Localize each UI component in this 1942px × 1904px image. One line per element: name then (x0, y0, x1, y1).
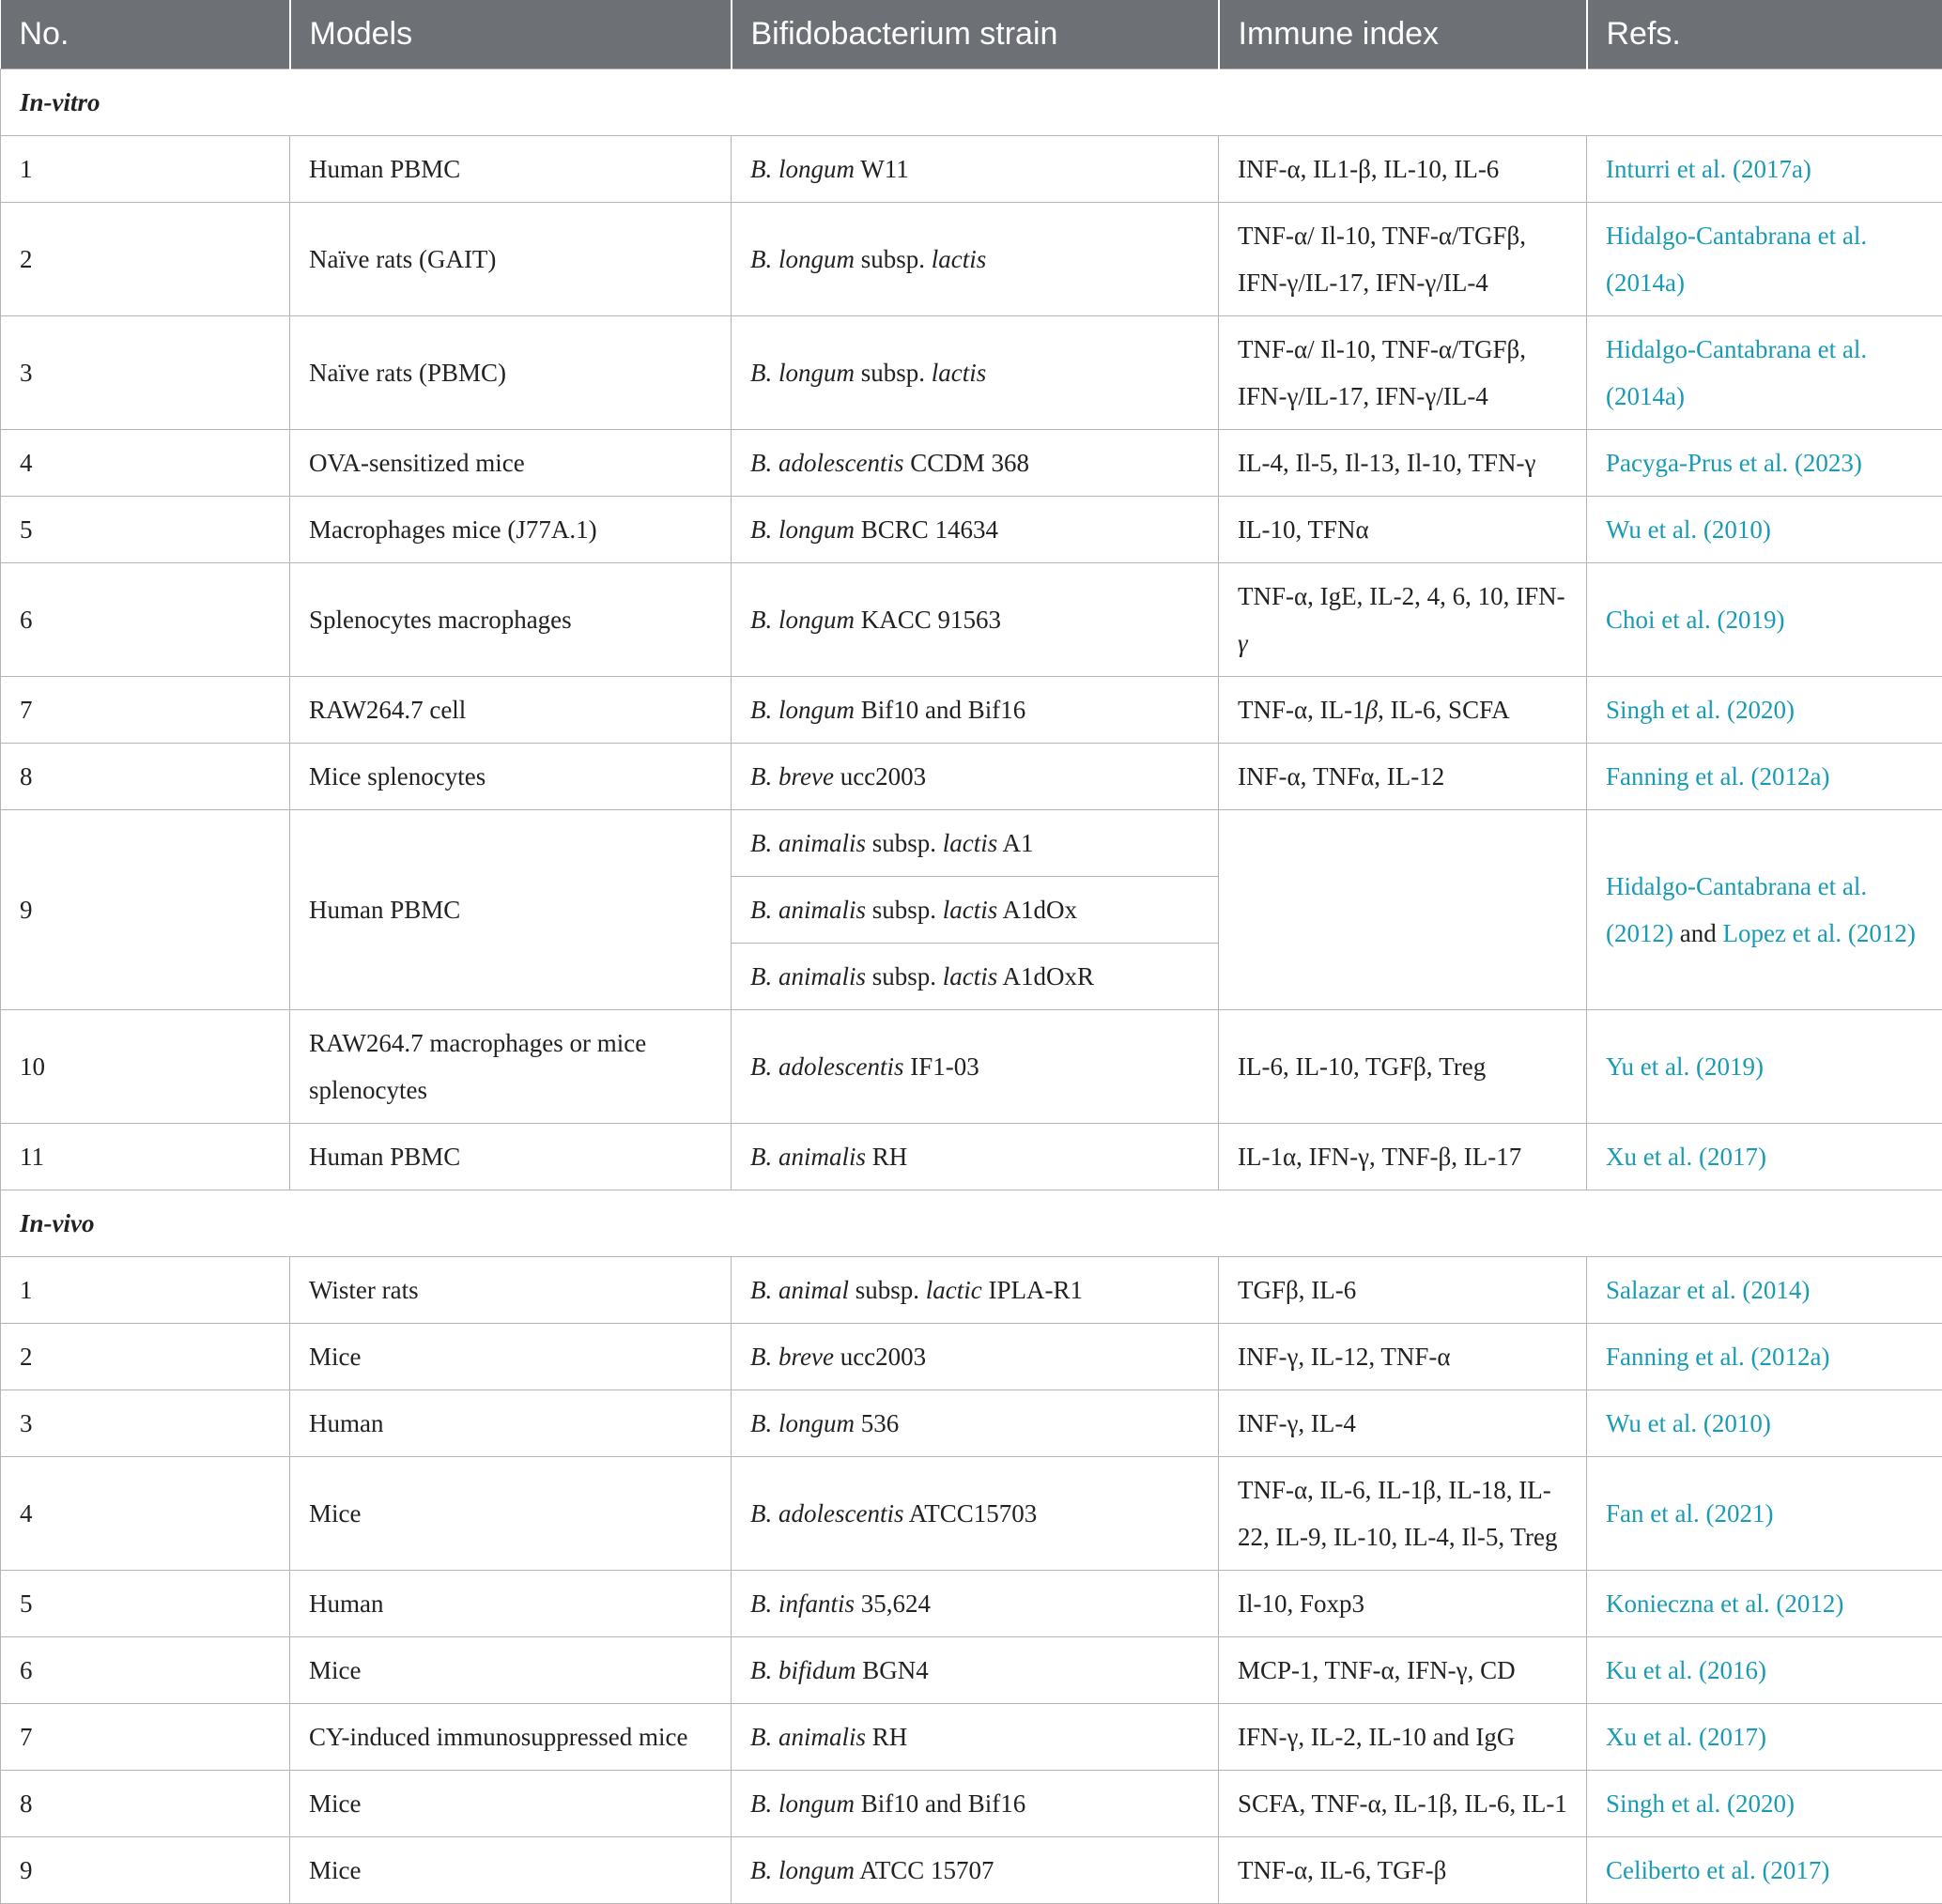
row-no: 11 (1, 1124, 290, 1190)
row-no: 1 (1, 136, 290, 203)
row-no: 10 (1, 1010, 290, 1124)
table-row (1, 1837, 1942, 1904)
header-row (1, 0, 1942, 69)
row-ref-link[interactable]: Konieczna et al. (2012) (1587, 1571, 1942, 1637)
row-immune-index: IL-10, TFNα (1219, 497, 1587, 563)
row-strain (732, 1324, 1219, 1390)
row-ref-link[interactable]: Yu et al. (2019) (1587, 1010, 1942, 1124)
row-model: Mice (290, 1457, 732, 1571)
row-immune-index: IL-4, Il-5, Il-13, Il-10, TFN-γ (1219, 430, 1587, 497)
row-no: 8 (1, 1771, 290, 1837)
strain-subsp: subsp. (866, 829, 943, 857)
table-row (1, 316, 1942, 430)
row-no: 4 (1, 1457, 290, 1571)
row-strain (732, 1390, 1219, 1457)
header-models: Models (290, 0, 732, 69)
row-no: 6 (1, 563, 290, 677)
table-row (1, 1571, 1942, 1637)
row-immune-index: TNF-α/ Il-10, TNF-α/TGFβ, IFN-γ/IL-17, IFN-γ/IL-4 (1219, 316, 1587, 430)
table-row (1, 430, 1942, 497)
section-label-in-vivo: In-vivo (1, 1190, 1942, 1257)
row-strain (732, 1771, 1219, 1837)
row-strain (732, 203, 1219, 316)
row-ref-link[interactable]: Choi et al. (2019) (1587, 563, 1942, 677)
strain-subspecies: lactis (943, 896, 998, 924)
row-ref-link[interactable]: Xu et al. (2017) (1587, 1124, 1942, 1190)
row-no: 7 (1, 677, 290, 744)
table-row (1, 1771, 1942, 1837)
strain-species: B. longum (750, 606, 855, 634)
row-ref-link[interactable]: Inturri et al. (2017a) (1587, 136, 1942, 203)
strain-species: B. adolescentis (750, 1499, 903, 1528)
strain-designation: RH (866, 1143, 907, 1171)
strain-designation: 536 (855, 1409, 899, 1437)
table-row (1, 1457, 1942, 1571)
strain-species: B. animal (750, 1276, 849, 1304)
row-ref-link[interactable]: Singh et al. (2020) (1587, 1771, 1942, 1837)
table-row (1, 744, 1942, 810)
row-immune-index: IL-1α, IFN-γ, TNF-β, IL-17 (1219, 1124, 1587, 1190)
row-strain (732, 497, 1219, 563)
ref-link-hidalgo[interactable]: Hidalgo-Cantabrana et al. (2012) (1606, 872, 1867, 947)
row-ref-links (1587, 810, 1942, 1010)
strain-designation: A1dOx (997, 896, 1077, 924)
row-strain (732, 316, 1219, 430)
row-model: Mice (290, 1324, 732, 1390)
row-ref-link[interactable]: Celiberto et al. (2017) (1587, 1837, 1942, 1904)
section-row-in-vitro (1, 69, 1942, 136)
row-strain (732, 430, 1219, 497)
row-model: Wister rats (290, 1257, 732, 1324)
row-model: Human PBMC (290, 1124, 732, 1190)
immune-index-greek: γ (1238, 629, 1248, 657)
row-ref-link[interactable]: Hidalgo-Cantabrana et al. (2014a) (1587, 316, 1942, 430)
row-model: Human PBMC (290, 810, 732, 1010)
strain-subspecies: lactic (926, 1276, 982, 1304)
row-model: Human (290, 1390, 732, 1457)
strain-designation: A1dOxR (997, 962, 1094, 990)
strain-species: B. animalis (750, 896, 866, 924)
strain-species: B. longum (750, 696, 855, 724)
strain-species: B. animalis (750, 962, 866, 990)
strain-designation: IF1-03 (903, 1052, 979, 1081)
row-model: RAW264.7 macrophages or mice splenocytes (290, 1010, 732, 1124)
strain-species: B. longum (750, 1856, 855, 1884)
row-immune-index: TGFβ, IL-6 (1219, 1257, 1587, 1324)
row-strain (732, 1571, 1219, 1637)
row-no: 5 (1, 1571, 290, 1637)
row-model: Mice (290, 1837, 732, 1904)
row-no: 4 (1, 430, 290, 497)
strain-designation: RH (866, 1723, 907, 1751)
strain-species: B. breve (750, 1343, 834, 1371)
row-immune-index: IFN-γ, IL-2, IL-10 and IgG (1219, 1704, 1587, 1771)
row-immune-index: INF-α, IL1-β, IL-10, IL-6 (1219, 136, 1587, 203)
row-no: 3 (1, 1390, 290, 1457)
row-immune-index: MCP-1, TNF-α, IFN-γ, CD (1219, 1637, 1587, 1704)
strain-designation: A1 (997, 829, 1033, 857)
row-strain (732, 1837, 1219, 1904)
row-immune-index (1219, 810, 1587, 1010)
row-ref-link[interactable]: Pacyga-Prus et al. (2023) (1587, 430, 1942, 497)
strain-subsp: subsp. (855, 245, 932, 273)
strain-species: B. adolescentis (750, 1052, 903, 1081)
strain-designation: ATCC15703 (903, 1499, 1037, 1528)
row-immune-index: IL-6, IL-10, TGFβ, Treg (1219, 1010, 1587, 1124)
strain-species: B. bifidum (750, 1656, 856, 1684)
strain-species: B. longum (750, 1789, 855, 1818)
row-strain (732, 877, 1219, 944)
row-no: 9 (1, 1837, 290, 1904)
strain-subspecies: lactis (932, 359, 987, 387)
strain-subspecies: lactis (932, 245, 987, 273)
row-immune-index (1219, 563, 1587, 677)
strain-species: B. longum (750, 245, 855, 273)
row-model: Mice (290, 1771, 732, 1837)
row-ref-link[interactable]: Wu et al. (2010) (1587, 497, 1942, 563)
row-model: Splenocytes macrophages (290, 563, 732, 677)
strain-subsp: subsp. (866, 962, 943, 990)
row-immune-index: INF-α, TNFα, IL-12 (1219, 744, 1587, 810)
row-ref-link[interactable]: Hidalgo-Cantabrana et al. (2014a) (1587, 203, 1942, 316)
section-label-in-vitro: In-vitro (1, 69, 1942, 136)
table-row (1, 1324, 1942, 1390)
row-no: 9 (1, 810, 290, 1010)
table-row (1, 1010, 1942, 1124)
row-no: 2 (1, 203, 290, 316)
row-model: OVA-sensitized mice (290, 430, 732, 497)
table-row (1, 1390, 1942, 1457)
row-immune-index (1219, 677, 1587, 744)
strain-designation: KACC 91563 (855, 606, 1001, 634)
row-immune-index: INF-γ, IL-12, TNF-α (1219, 1324, 1587, 1390)
strain-species: B. longum (750, 515, 855, 544)
table-row (1, 1704, 1942, 1771)
row-ref-link[interactable]: Fanning et al. (2012a) (1587, 1324, 1942, 1390)
table-row (1, 1257, 1942, 1324)
section-row-in-vivo (1, 1190, 1942, 1257)
row-ref-link[interactable]: Wu et al. (2010) (1587, 1390, 1942, 1457)
strain-subspecies: lactis (943, 962, 998, 990)
row-immune-index: SCFA, TNF-α, IL-1β, IL-6, IL-1 (1219, 1771, 1587, 1837)
strain-species: B. animalis (750, 1723, 866, 1751)
table-row (1, 563, 1942, 677)
strain-designation: BGN4 (856, 1656, 929, 1684)
row-immune-index: TNF-α, IL-6, TGF-β (1219, 1837, 1587, 1904)
row-model: Macrophages mice (J77A.1) (290, 497, 732, 563)
header-strain: Bifidobacterium strain (732, 0, 1219, 69)
row-strain (732, 1637, 1219, 1704)
row-ref-link[interactable]: Xu et al. (2017) (1587, 1704, 1942, 1771)
table-row (1, 203, 1942, 316)
strain-subsp: subsp. (849, 1276, 926, 1304)
row-immune-index: Il-10, Foxp3 (1219, 1571, 1587, 1637)
row-strain (732, 1704, 1219, 1771)
header-refs: Refs. (1587, 0, 1942, 69)
row-no: 6 (1, 1637, 290, 1704)
row-model: Naïve rats (GAIT) (290, 203, 732, 316)
row-strain (732, 944, 1219, 1010)
row-ref-link[interactable]: Singh et al. (2020) (1587, 677, 1942, 744)
row-model: RAW264.7 cell (290, 677, 732, 744)
strain-species: B. animalis (750, 829, 866, 857)
row-strain (732, 563, 1219, 677)
row-no: 1 (1, 1257, 290, 1324)
strain-species: B. adolescentis (750, 449, 903, 477)
table-row (1, 810, 1942, 877)
strain-designation: CCDM 368 (903, 449, 1029, 477)
row-no: 8 (1, 744, 290, 810)
row-no: 7 (1, 1704, 290, 1771)
row-ref-link[interactable]: Salazar et al. (2014) (1587, 1257, 1942, 1324)
immune-index-greek: β (1365, 696, 1378, 724)
strain-species: B. longum (750, 155, 855, 183)
immune-index-text-tail: , IL-6, SCFA (1378, 696, 1510, 724)
strain-subsp: subsp. (866, 896, 943, 924)
ref-conjunction: and (1673, 919, 1722, 947)
row-strain (732, 744, 1219, 810)
strain-designation: W11 (855, 155, 909, 183)
row-model: CY-induced immunosuppressed mice (290, 1704, 732, 1771)
row-ref-link[interactable]: Ku et al. (2016) (1587, 1637, 1942, 1704)
strain-designation: ucc2003 (834, 1343, 926, 1371)
strain-designation: Bif10 and Bif16 (855, 1789, 1025, 1818)
strain-designation: IPLA-R1 (982, 1276, 1083, 1304)
header-immune-index: Immune index (1219, 0, 1587, 69)
strain-species: B. animalis (750, 1143, 866, 1171)
strain-species: B. longum (750, 1409, 855, 1437)
strain-species: B. breve (750, 762, 834, 791)
row-ref-link[interactable]: Fan et al. (2021) (1587, 1457, 1942, 1571)
strain-designation: ucc2003 (834, 762, 926, 791)
row-model: Human PBMC (290, 136, 732, 203)
table-row (1, 1124, 1942, 1190)
row-ref-link[interactable]: Fanning et al. (2012a) (1587, 744, 1942, 810)
row-strain (732, 1124, 1219, 1190)
strain-species: B. infantis (750, 1589, 855, 1618)
row-model: Human (290, 1571, 732, 1637)
strain-subspecies: lactis (943, 829, 998, 857)
row-strain (732, 1257, 1219, 1324)
table-row (1, 1637, 1942, 1704)
strain-designation: 35,624 (855, 1589, 931, 1618)
immune-index-text: TNF-α, IL-1 (1238, 696, 1365, 724)
table-row (1, 497, 1942, 563)
row-immune-index: TNF-α/ Il-10, TNF-α/TGFβ, IFN-γ/IL-17, IFN-γ/IL-4 (1219, 203, 1587, 316)
row-model: Mice splenocytes (290, 744, 732, 810)
row-model: Naïve rats (PBMC) (290, 316, 732, 430)
ref-link-lopez[interactable]: Lopez et al. (2012) (1722, 919, 1915, 947)
strain-designation: ATCC 15707 (855, 1856, 994, 1884)
row-no: 3 (1, 316, 290, 430)
header-no: No. (1, 0, 290, 69)
table-row (1, 677, 1942, 744)
row-immune-index: TNF-α, IL-6, IL-1β, IL-18, IL-22, IL-9, IL-10, IL-4, Il-5, Treg (1219, 1457, 1587, 1571)
row-no: 2 (1, 1324, 290, 1390)
row-model: Mice (290, 1637, 732, 1704)
strain-species: B. longum (750, 359, 855, 387)
row-immune-index: INF-γ, IL-4 (1219, 1390, 1587, 1457)
row-no: 5 (1, 497, 290, 563)
row-strain (732, 677, 1219, 744)
immune-index-text: TNF-α, IgE, IL-2, 4, 6, 10, IFN- (1238, 582, 1565, 610)
row-strain (732, 810, 1219, 877)
row-strain (732, 1457, 1219, 1571)
row-strain (732, 1010, 1219, 1124)
table-row (1, 136, 1942, 203)
strain-subsp: subsp. (855, 359, 932, 387)
row-strain (732, 136, 1219, 203)
strain-designation: Bif10 and Bif16 (855, 696, 1025, 724)
strain-designation: BCRC 14634 (855, 515, 998, 544)
